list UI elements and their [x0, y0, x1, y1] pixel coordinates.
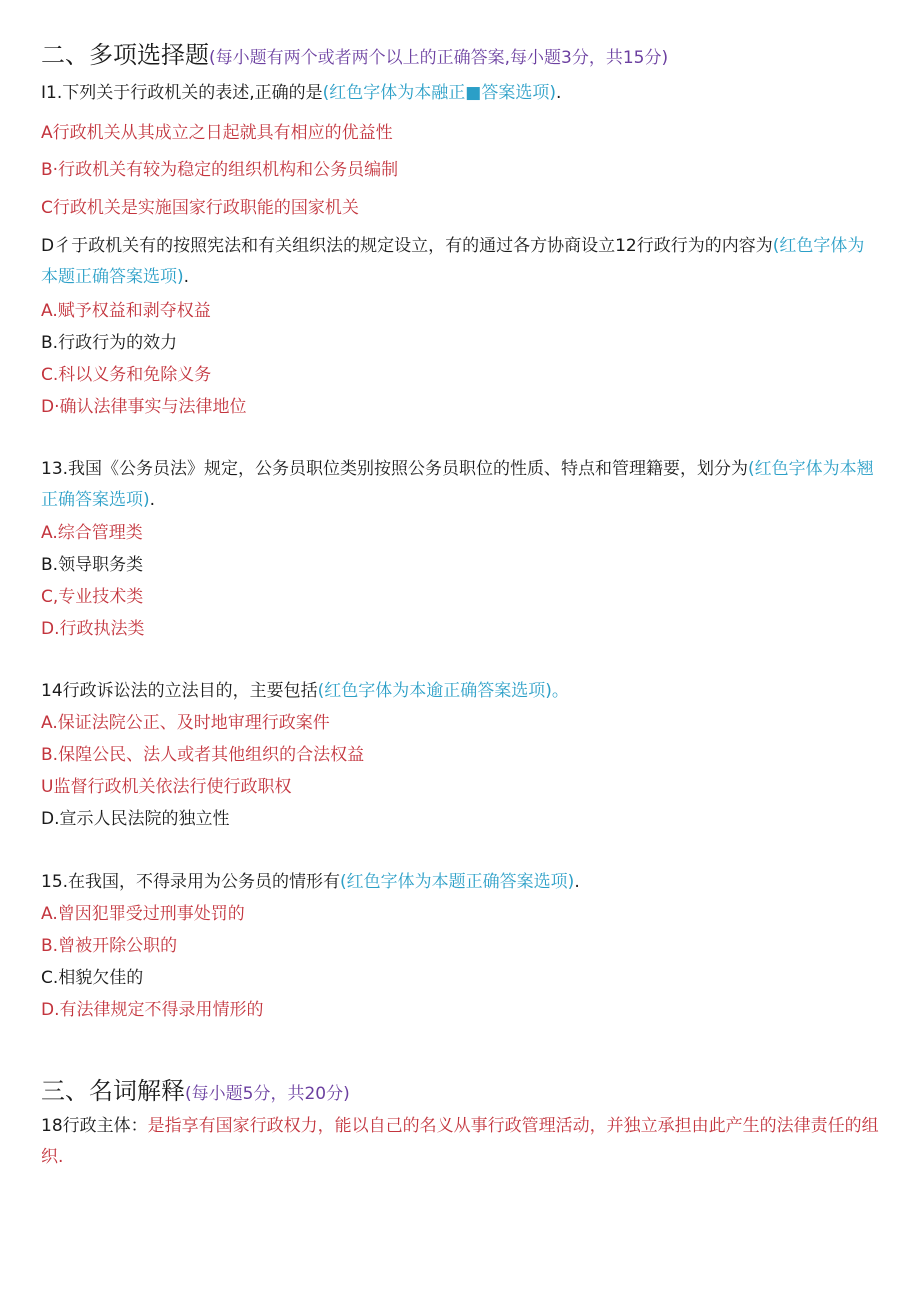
question-14-stem: 14行政诉讼法的立法目的，主要包括(红色字体为本逾正确答案选项)。 [41, 681, 569, 701]
question-15-stem: 15.在我国，不得录用为公务员的情形有(红色字体为本题正确答案选项). [41, 872, 580, 892]
q14-option-c: U监督行政机关依法行使行政职权 [41, 777, 292, 797]
q15-option-a: A.曾因犯罪受过刑事处罚的 [41, 904, 245, 924]
q18-definition: 是指享有国家行政权力，能以自己的名义从事行政管理活动，并独立承担由此产生的法律责任的组织. [41, 1116, 879, 1167]
answer-hint: (红色字体为本融正■答案选项) [322, 83, 556, 103]
q14-option-d: D.宣示人民法院的独立性 [41, 809, 230, 829]
q14-option-a: A.保证法院公正、及时地审理行政案件 [41, 713, 330, 733]
q14-option-b: B.保隍公民、法人或者其他组织的合法权益 [41, 745, 365, 765]
answer-hint: (红色字体为本逾正确答案选项)。 [317, 681, 569, 701]
answer-hint: (红色字体为本翘正确答案选项) [41, 459, 874, 510]
q15-option-d: D.有法律规定不得录用情形的 [41, 1000, 264, 1020]
section-2-title: 二、多项选择题 [41, 41, 209, 69]
q13-option-a: A.综合管理类 [41, 523, 143, 543]
q13-option-d: D.行政执法类 [41, 619, 145, 639]
q11-option-a: A行政机关从其成立之日起就具有相应的优益性 [41, 123, 393, 143]
q11-option-c: C行政机关是实施国家行政职能的国家机关 [41, 198, 359, 218]
question-18 [41, 1111, 880, 1173]
q11-option-d-and-q12-stem: D彳于政机关有的按照宪法和有关组织法的规定设立，有的通过各方协商设立12行政行为的内容为(红色字体为本题正确答案选项). [41, 236, 865, 287]
q12-option-d: D·确认法律事实与法律地位 [41, 397, 247, 417]
section-2-note: (每小题有两个或者两个以上的正确答案,每小题3分，共15分) [209, 48, 669, 68]
answer-hint: (红色字体为本题正确答案选项) [340, 872, 575, 892]
q13-option-c: C,专业技术类 [41, 587, 144, 607]
section-3-note: (每小题5分，共20分) [185, 1084, 350, 1104]
q15-option-b: B.曾被开除公职的 [41, 936, 178, 956]
section-3-heading [41, 1076, 880, 1109]
q12-option-c: C.科以义务和免除义务 [41, 365, 212, 385]
section-2-heading [41, 40, 880, 73]
q18-term: 18行政主体： [41, 1116, 148, 1136]
q12-option-b: B.行政行为的效力 [41, 333, 178, 353]
q15-option-c: C.相貌欠佳的 [41, 968, 144, 988]
q13-option-b: B.领导职务类 [41, 555, 144, 575]
answer-hint: (红色字体为本题正确答案选项) [41, 236, 865, 287]
section-3-title: 三、名词解释 [41, 1077, 185, 1105]
question-11-stem: I1.下列关于行政机关的表述,正确的是(红色字体为本融正■答案选项). [41, 83, 562, 103]
q12-option-a: A.赋予权益和剥夺权益 [41, 301, 211, 321]
q11-option-b: B·行政机关有较为稳定的组织机构和公务员编制 [41, 160, 399, 180]
question-13-stem: 13.我国《公务员法》规定，公务员职位类别按照公务员职位的性质、特点和管理籍要，划分为(红色字体为本翘正确答案选项). [41, 459, 874, 510]
